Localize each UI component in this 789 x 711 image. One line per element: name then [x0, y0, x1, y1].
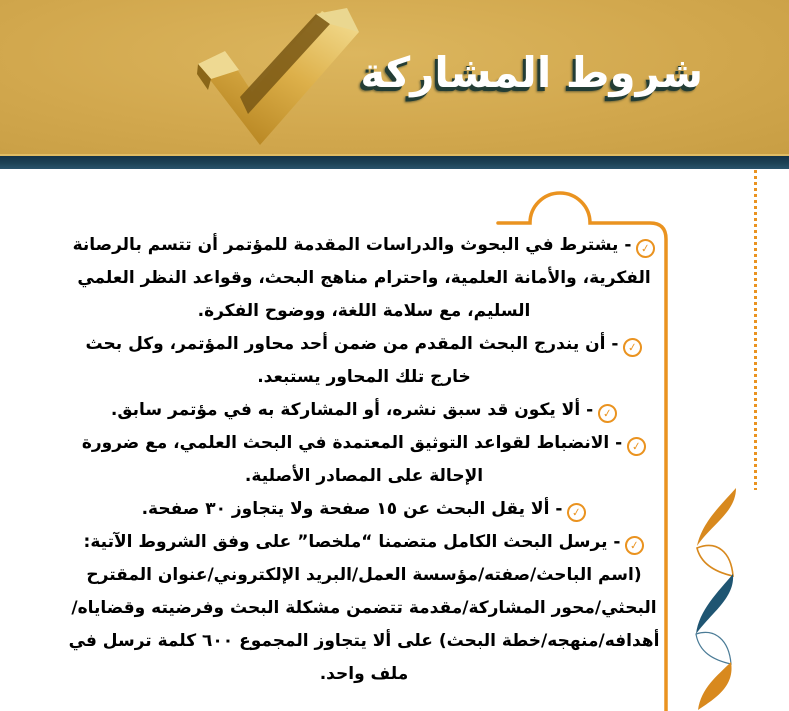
check-circle-icon: ✓ [624, 535, 645, 556]
condition-item [68, 328, 660, 394]
condition-text: - ألا يقل البحث عن ١٥ صفحة ولا يتجاوز ٣٠ صفحة. [141, 499, 563, 519]
dotted-line-decoration [754, 170, 757, 490]
condition-item [68, 427, 660, 493]
condition-text: - الانضباط لقواعد التوثيق المعتمدة في البحث العلمي، مع ضرورة الإحالة على المصادر الأصلية. [81, 433, 623, 486]
header-divider [0, 156, 789, 169]
condition-text: - يشترط في البحوث والدراسات المقدمة للمؤتمر أن تتسم بالرصانة الفكرية، والأمانة العلمية، واحترام مناهج البحث، وقواعد النظر العلمي السليم، مع سلامة اللغة، ووضوح الفكرة. [72, 235, 651, 321]
condition-item [68, 526, 660, 691]
ribbon-decoration [690, 486, 744, 711]
check-circle-icon: ✓ [635, 238, 656, 259]
condition-text: - أن يندرج البحث المقدم من ضمن أحد محاور المؤتمر، وكل بحث خارج تلك المحاور يستبعد. [85, 334, 619, 387]
check-circle-icon: ✓ [597, 403, 618, 424]
condition-text: - ألا يكون قد سبق نشره، أو المشاركة به في مؤتمر سابق. [110, 400, 594, 420]
header-banner [0, 0, 789, 156]
condition-item [68, 229, 660, 328]
condition-text: - يرسل البحث الكامل متضمنا “ملخصا” على وفق الشروط الآتية: (اسم الباحث/صفته/مؤسسة العمل/البريد الإلكتروني/عنوان المقترح البحثي/محور المشاركة/مقدمة تتضمن مشكلة البحث وفرضيته وقضاياه/أهدافه/منهجه/خطة البحث) على ألا يتجاوز المجموع ٦٠٠ كلمة ترسل في ملف واحد. [68, 532, 660, 684]
page-title: شروط المشاركة [360, 48, 703, 97]
check-circle-icon: ✓ [626, 436, 647, 457]
condition-item [68, 394, 660, 427]
condition-item [68, 493, 660, 526]
check-circle-icon: ✓ [622, 337, 643, 358]
gold-checkmark-3d-icon [112, 2, 362, 154]
conditions-list [68, 229, 660, 691]
check-circle-icon: ✓ [566, 502, 587, 523]
